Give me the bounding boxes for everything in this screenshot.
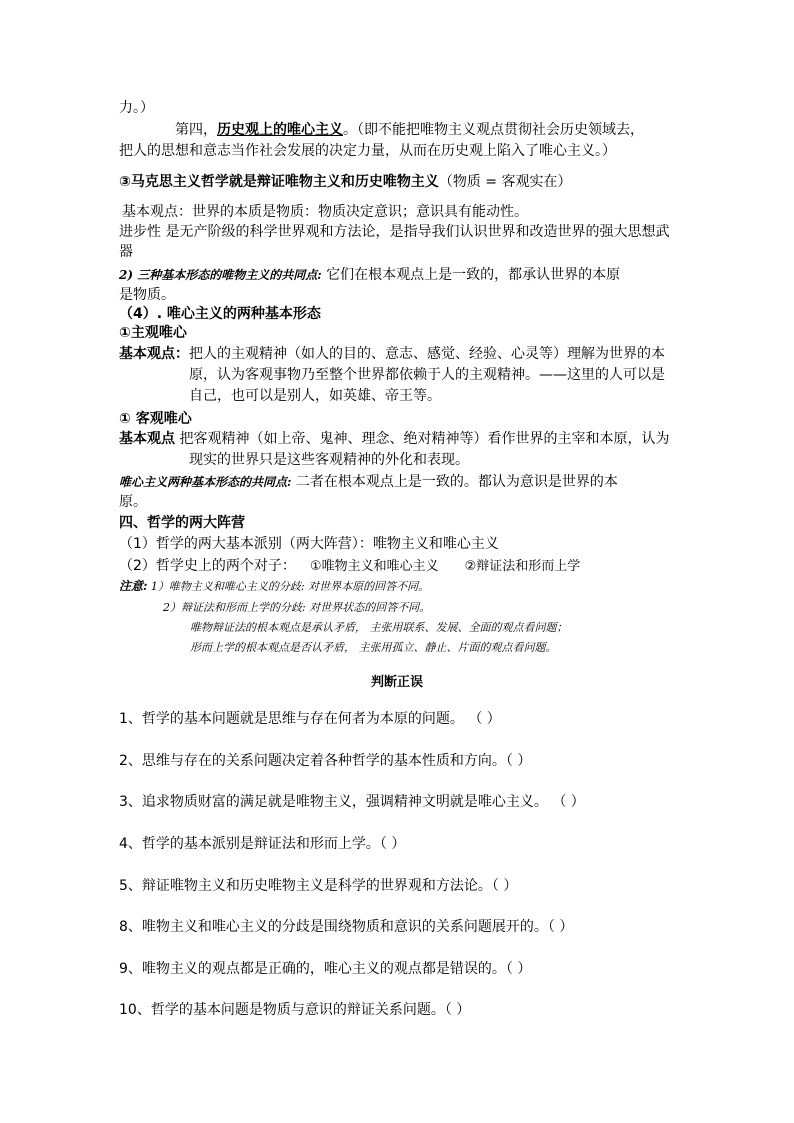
text: 把客观精神（如上帝、鬼神、理念、绝对精神等）看作世界的主宰和本原，认为 xyxy=(175,431,670,447)
section-heading: （4）. 唯心主义的两种基本形态 xyxy=(119,306,321,322)
text: ①唯物主义和唯心主义 xyxy=(309,559,439,574)
text: 把人的主观精神（如人的目的、意志、感觉、经验、心灵等）理解为世界的本 xyxy=(189,346,665,362)
text: 它们在根本观点上是一致的，都承认世界的本原 xyxy=(321,267,621,283)
text-line xyxy=(119,265,620,285)
note-line: 唯物辩证法的根本观点是承认矛盾， 主张用联系、发展、全面的观点看问题； xyxy=(190,621,568,634)
text-line: 器 xyxy=(119,244,133,260)
text-line: 原。 xyxy=(119,494,147,510)
note-line: 形而上学的根本观点是否认矛盾， 主张用孤立、静止、片面的观点看问题。 xyxy=(190,641,557,654)
subsection-heading: ① 客观唯心 xyxy=(119,411,192,427)
text-line xyxy=(119,172,572,192)
text: 。（即不能把唯物主义观点贯彻社会历史领域去， xyxy=(343,122,644,138)
question-item: 10、哲学的基本问题是物质与意识的辩证关系问题。（ ） xyxy=(119,1002,471,1018)
section-title: 判断正误 xyxy=(370,675,423,690)
text-line: 基本观点：世界的本质是物质：物质决定意识；意识具有能动性。 xyxy=(122,204,528,220)
section-heading: 四、哲学的两大阵营 xyxy=(119,515,245,531)
text-line: 把人的思想和意志当作社会发展的决定力量，从而在历史观上陷入了唯心主义。） xyxy=(119,143,616,159)
text-line: （1）哲学的两大基本派别（两大阵营）：唯物主义和唯心主义 xyxy=(119,536,499,552)
question-item: 9、唯物主义的观点都是正确的，唯心主义的观点都是错误的。（ ） xyxy=(119,961,532,977)
heading: 2) 三种基本形态的唯物主义的共同点: xyxy=(119,268,322,282)
label: 第四， xyxy=(175,122,217,138)
note: 1）唯物主义和唯心主义的分歧: 对世界本原的回答不同。 xyxy=(147,580,430,593)
text: （物质 = 客观实在） xyxy=(438,174,572,190)
text: 二者在根本观点上是一致的。都认为意识是世界的本 xyxy=(291,474,618,490)
text-line: 自己，也可以是别人，如英雄、帝王等。 xyxy=(189,388,441,404)
question-item: 2、思维与存在的关系问题决定着各种哲学的基本性质和方向。（ ） xyxy=(119,753,532,769)
note-line: 2）辩证法和形而上学的分歧: 对世界状态的回答不同。 xyxy=(163,601,431,614)
text: ②辩证法和形而上学 xyxy=(464,559,581,574)
question-item: 3、追求物质财富的满足就是唯物主义，强调精神文明就是唯心主义。 （ ） xyxy=(119,794,585,810)
text: （2）哲学史上的两个对子： xyxy=(119,558,296,574)
text-line xyxy=(175,120,644,140)
question-item: 5、辩证唯物主义和历史唯物主义是科学的世界观和方法论。（ ） xyxy=(119,878,518,894)
text-line: 现实的世界只是这些客观精神的外化和表现。 xyxy=(189,452,469,468)
text-line xyxy=(119,576,429,597)
emphasis: 历史观上的唯心主义 xyxy=(217,122,343,138)
heading: ③马克思主义哲学就是辩证唯物主义和历史唯物主义 xyxy=(119,174,439,190)
text-line: 是物质。 xyxy=(119,287,175,303)
question-item: 1、哲学的基本问题就是思维与存在何者为本原的问题。 （ ） xyxy=(119,711,501,727)
label: 基本观点 xyxy=(119,431,175,447)
heading: 唯心主义两种基本形态的共同点: xyxy=(119,475,292,489)
text-line xyxy=(119,556,580,577)
text-line xyxy=(119,429,669,449)
question-item: 4、哲学的基本派别是辩证法和形而上学。（ ） xyxy=(119,836,406,852)
subsection-heading: ①主观唯心 xyxy=(119,325,187,341)
label: 注意: xyxy=(119,579,148,593)
text-line: 力。） xyxy=(119,100,154,116)
label: 基本观点： xyxy=(119,346,189,362)
text-line xyxy=(119,472,618,492)
text-line: 原，认为客观事物乃至整个世界都依赖于人的主观精神。——这里的人可以是 xyxy=(189,367,665,383)
question-item: 8、唯物主义和唯心主义的分歧是围绕物质和意识的关系问题展开的。（ ） xyxy=(119,919,574,935)
text-line xyxy=(119,344,665,364)
text-line: 进步性 是无产阶级的科学世界观和方法论，是指导我们认识世界和改造世界的强大思想武 xyxy=(119,224,670,240)
